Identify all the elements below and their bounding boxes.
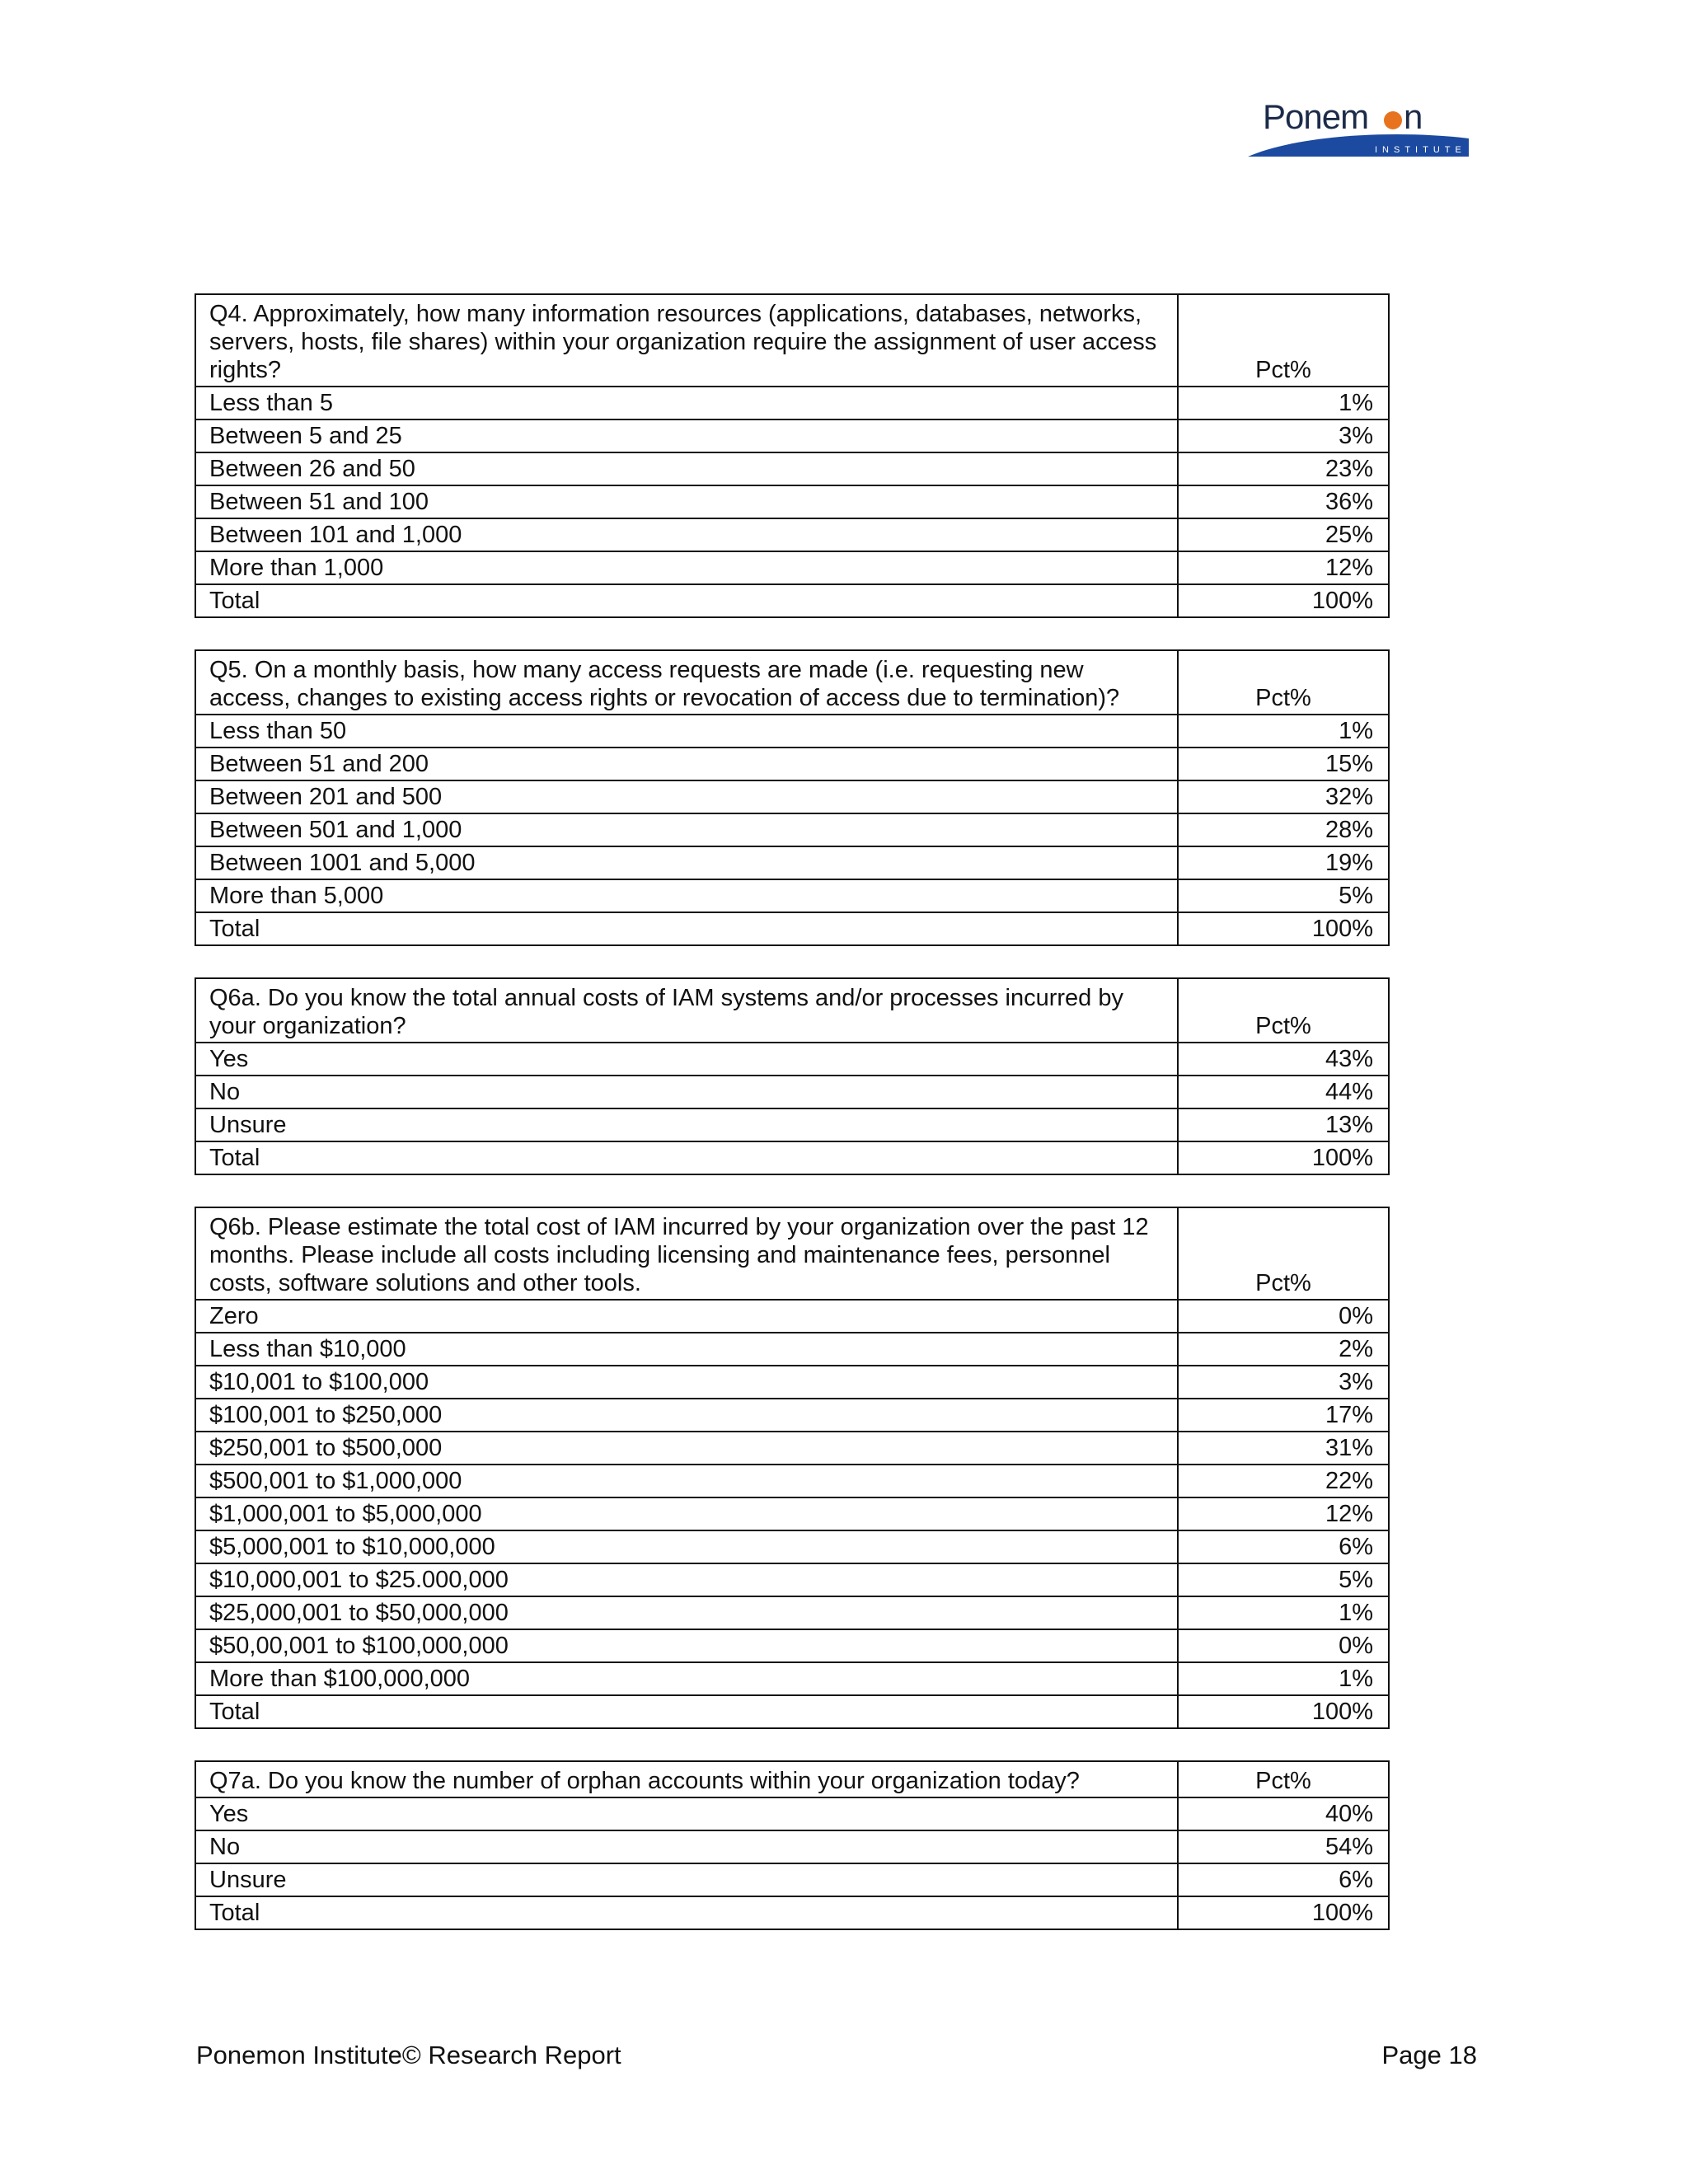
table-row [195, 1076, 1389, 1108]
row-value: 0% [1178, 1300, 1389, 1333]
table-row [195, 846, 1389, 879]
row-value: 1% [1178, 1596, 1389, 1629]
table-row [195, 780, 1389, 813]
svg-text:INSTITUTE: INSTITUTE [1375, 145, 1466, 155]
total-row [195, 1695, 1389, 1728]
row-label: Between 51 and 200 [195, 748, 1178, 780]
table-row [195, 1432, 1389, 1465]
table-row [195, 551, 1389, 584]
table-row [195, 1596, 1389, 1629]
page-footer [196, 2041, 1477, 2070]
row-label: Less than 50 [195, 715, 1178, 748]
table-row [195, 518, 1389, 551]
table-row [195, 387, 1389, 419]
row-value: 28% [1178, 813, 1389, 846]
table-row [195, 1366, 1389, 1399]
row-label: Unsure [195, 1863, 1178, 1896]
svg-text:n: n [1404, 97, 1423, 136]
row-value: 6% [1178, 1863, 1389, 1896]
row-label: $100,001 to $250,000 [195, 1399, 1178, 1432]
row-value: 12% [1178, 1497, 1389, 1530]
question-text: Q5. On a monthly basis, how many access requests are made (i.e. requesting new access, changes to existing access rights or revocation of access due to termination)? [195, 650, 1178, 715]
table-row [195, 1830, 1389, 1863]
row-label: $250,001 to $500,000 [195, 1432, 1178, 1465]
question-text: Q7a. Do you know the number of orphan accounts within your organization today? [195, 1761, 1178, 1797]
row-value: 40% [1178, 1797, 1389, 1830]
table-row [195, 1662, 1389, 1695]
page-number: Page 18 [1381, 2041, 1477, 2069]
footer-report-title: Ponemon Institute© Research Report [196, 2041, 621, 2069]
table-header-row [195, 650, 1389, 715]
pct-column-header: Pct% [1178, 1207, 1389, 1300]
pct-column-header: Pct% [1178, 650, 1389, 715]
survey-table [195, 649, 1390, 946]
row-label: $10,001 to $100,000 [195, 1366, 1178, 1399]
pct-column-header: Pct% [1178, 294, 1389, 387]
table-row [195, 879, 1389, 912]
row-label: Total [195, 1141, 1178, 1174]
table-header-row [195, 1761, 1389, 1797]
row-value: 12% [1178, 551, 1389, 584]
row-value: 54% [1178, 1830, 1389, 1863]
row-value: 0% [1178, 1629, 1389, 1662]
table-row [195, 1797, 1389, 1830]
row-label: $1,000,001 to $5,000,000 [195, 1497, 1178, 1530]
row-value: 32% [1178, 780, 1389, 813]
row-label: Total [195, 912, 1178, 945]
row-label: $10,000,001 to $25.000,000 [195, 1563, 1178, 1596]
survey-table [195, 293, 1390, 618]
row-label: $25,000,001 to $50,000,000 [195, 1596, 1178, 1629]
table-row [195, 1300, 1389, 1333]
row-label: Total [195, 1695, 1178, 1728]
pct-column-header: Pct% [1178, 1761, 1389, 1797]
row-value: 36% [1178, 485, 1389, 518]
question-text: Q6a. Do you know the total annual costs of IAM systems and/or processes incurred by your organization? [195, 978, 1178, 1043]
row-value: 5% [1178, 879, 1389, 912]
row-label: Yes [195, 1797, 1178, 1830]
pct-column-header: Pct% [1178, 978, 1389, 1043]
table-header-row [195, 1207, 1389, 1300]
row-label: Total [195, 1896, 1178, 1929]
row-label: Less than $10,000 [195, 1333, 1178, 1366]
row-label: Between 5 and 25 [195, 419, 1178, 452]
survey-table [195, 1207, 1390, 1729]
row-label: Between 201 and 500 [195, 780, 1178, 813]
row-label: Unsure [195, 1108, 1178, 1141]
survey-table [195, 1760, 1390, 1930]
table-header-row [195, 294, 1389, 387]
row-value: 19% [1178, 846, 1389, 879]
row-value: 3% [1178, 1366, 1389, 1399]
svg-text:Ponem: Ponem [1263, 97, 1369, 136]
row-label: More than 1,000 [195, 551, 1178, 584]
row-value: 100% [1178, 1896, 1389, 1929]
row-value: 22% [1178, 1465, 1389, 1497]
table-row [195, 1530, 1389, 1563]
table-row [195, 748, 1389, 780]
total-row [195, 1896, 1389, 1929]
row-label: More than 5,000 [195, 879, 1178, 912]
row-label: Total [195, 584, 1178, 617]
table-row [195, 485, 1389, 518]
row-value: 100% [1178, 1141, 1389, 1174]
row-value: 25% [1178, 518, 1389, 551]
row-label: Less than 5 [195, 387, 1178, 419]
row-label: $500,001 to $1,000,000 [195, 1465, 1178, 1497]
table-row [195, 1108, 1389, 1141]
total-row [195, 584, 1389, 617]
table-row [195, 1629, 1389, 1662]
survey-table [195, 977, 1390, 1175]
row-value: 1% [1178, 387, 1389, 419]
row-value: 1% [1178, 715, 1389, 748]
row-label: No [195, 1076, 1178, 1108]
row-value: 31% [1178, 1432, 1389, 1465]
row-label: $50,00,001 to $100,000,000 [195, 1629, 1178, 1662]
table-row [195, 1563, 1389, 1596]
table-header-row [195, 978, 1389, 1043]
survey-tables [195, 293, 1373, 1961]
row-label: Between 501 and 1,000 [195, 813, 1178, 846]
row-label: Between 1001 and 5,000 [195, 846, 1178, 879]
row-label: Between 101 and 1,000 [195, 518, 1178, 551]
total-row [195, 912, 1389, 945]
table-row [195, 1399, 1389, 1432]
table-row [195, 419, 1389, 452]
row-value: 17% [1178, 1399, 1389, 1432]
row-value: 5% [1178, 1563, 1389, 1596]
table-row [195, 1497, 1389, 1530]
row-label: More than $100,000,000 [195, 1662, 1178, 1695]
row-label: No [195, 1830, 1178, 1863]
table-row [195, 715, 1389, 748]
row-value: 23% [1178, 452, 1389, 485]
row-value: 15% [1178, 748, 1389, 780]
table-row [195, 452, 1389, 485]
ponemon-logo-graphic [1245, 97, 1472, 160]
table-row [195, 1863, 1389, 1896]
row-label: Between 26 and 50 [195, 452, 1178, 485]
row-label: $5,000,001 to $10,000,000 [195, 1530, 1178, 1563]
row-label: Between 51 and 100 [195, 485, 1178, 518]
table-row [195, 1465, 1389, 1497]
row-value: 3% [1178, 419, 1389, 452]
row-value: 100% [1178, 584, 1389, 617]
row-value: 6% [1178, 1530, 1389, 1563]
row-value: 13% [1178, 1108, 1389, 1141]
row-label: Zero [195, 1300, 1178, 1333]
row-value: 100% [1178, 912, 1389, 945]
row-value: 2% [1178, 1333, 1389, 1366]
ponemon-logo [1245, 97, 1472, 160]
question-text: Q4. Approximately, how many information resources (applications, databases, networks, servers, hosts, file shares) within your organization require the assignment of user access rights? [195, 294, 1178, 387]
row-label: Yes [195, 1043, 1178, 1076]
question-text: Q6b. Please estimate the total cost of IAM incurred by your organization over the past 12 months. Please include all costs including licensing and maintenance fees, personnel costs, software solutions and other tools. [195, 1207, 1178, 1300]
table-row [195, 1043, 1389, 1076]
row-value: 100% [1178, 1695, 1389, 1728]
table-row [195, 1333, 1389, 1366]
row-value: 43% [1178, 1043, 1389, 1076]
row-value: 1% [1178, 1662, 1389, 1695]
total-row [195, 1141, 1389, 1174]
table-row [195, 813, 1389, 846]
row-value: 44% [1178, 1076, 1389, 1108]
